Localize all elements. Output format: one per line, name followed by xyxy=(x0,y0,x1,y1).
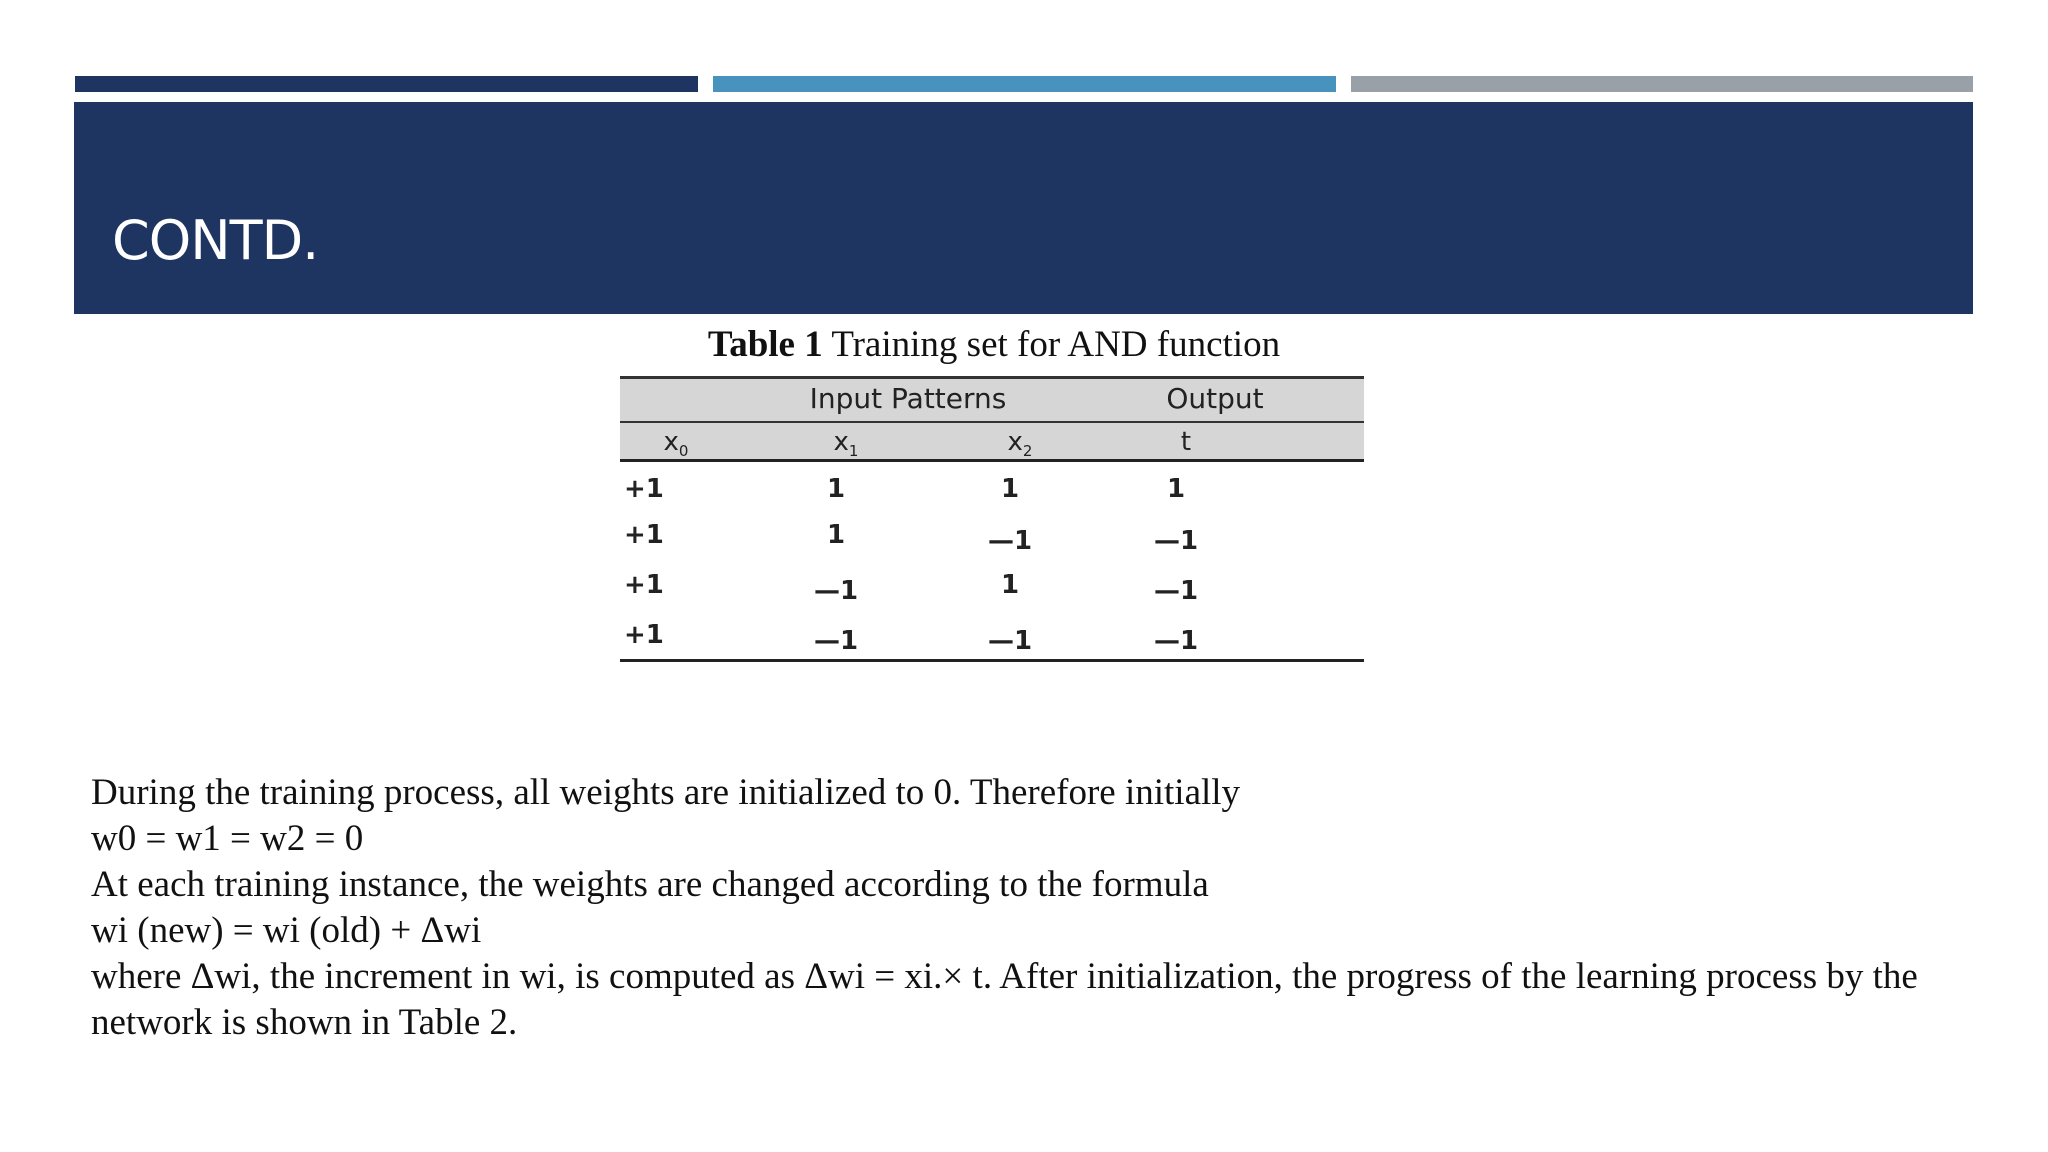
body-line-1: During the training process, all weights are initialized to 0. Therefore initially xyxy=(91,772,1241,813)
column-header-x1: $x_1$ xyxy=(833,427,859,461)
table-row xyxy=(620,520,1364,570)
table-row xyxy=(620,474,1364,524)
table-bottom-rule xyxy=(620,659,1364,662)
table-cell: 1 xyxy=(1000,474,1020,504)
table-cell: +1 xyxy=(624,520,664,550)
body-line-4: wi (new) = wi (old) + Δwi xyxy=(91,910,482,951)
table-caption-number: Table 1 xyxy=(707,324,823,365)
table-cell: —1 xyxy=(987,526,1033,556)
table-cell: +1 xyxy=(624,570,664,600)
table-cell: 1 xyxy=(1166,474,1186,504)
table-header xyxy=(620,376,1364,462)
column-header-t: t xyxy=(1180,427,1192,457)
table-cell: +1 xyxy=(624,474,664,504)
table-cell: 1 xyxy=(1000,570,1020,600)
table-cell: +1 xyxy=(624,620,664,650)
table-caption-text: Training set for AND function xyxy=(831,324,1281,365)
column-header-x2: $x_2$ xyxy=(1007,427,1033,461)
accent-bar-blue xyxy=(713,76,1336,92)
body-text xyxy=(91,770,1971,1046)
table-cell: —1 xyxy=(813,626,859,656)
header-divider xyxy=(620,421,1364,423)
table-cell: —1 xyxy=(1153,526,1199,556)
table-row xyxy=(620,570,1364,620)
table-caption xyxy=(594,326,1394,363)
table-row xyxy=(620,620,1364,670)
table-cell: —1 xyxy=(1153,626,1199,656)
header-input-patterns: Input Patterns xyxy=(809,382,1007,415)
table-cell: 1 xyxy=(826,520,846,550)
accent-bar-gray xyxy=(1351,76,1973,92)
header-output: Output xyxy=(1166,382,1264,415)
accent-bar-navy xyxy=(75,76,698,92)
table-cell: 1 xyxy=(826,474,846,504)
body-line-5: where Δwi, the increment in wi, is computed as Δwi = xi.× t. After initialization, the progress of the learning process by the network is shown in Table 2. xyxy=(91,956,1918,1043)
table-cell: —1 xyxy=(987,626,1033,656)
title-band xyxy=(74,102,1973,314)
training-table xyxy=(620,376,1364,664)
column-header-x0: $x_0$ xyxy=(663,427,689,461)
body-line-2: w0 = w1 = w2 = 0 xyxy=(91,818,364,859)
body-line-3: At each training instance, the weights are changed according to the formula xyxy=(91,864,1209,905)
slide-title: CONTD. xyxy=(112,209,319,272)
table-cell: —1 xyxy=(813,576,859,606)
table-cell: —1 xyxy=(1153,576,1199,606)
